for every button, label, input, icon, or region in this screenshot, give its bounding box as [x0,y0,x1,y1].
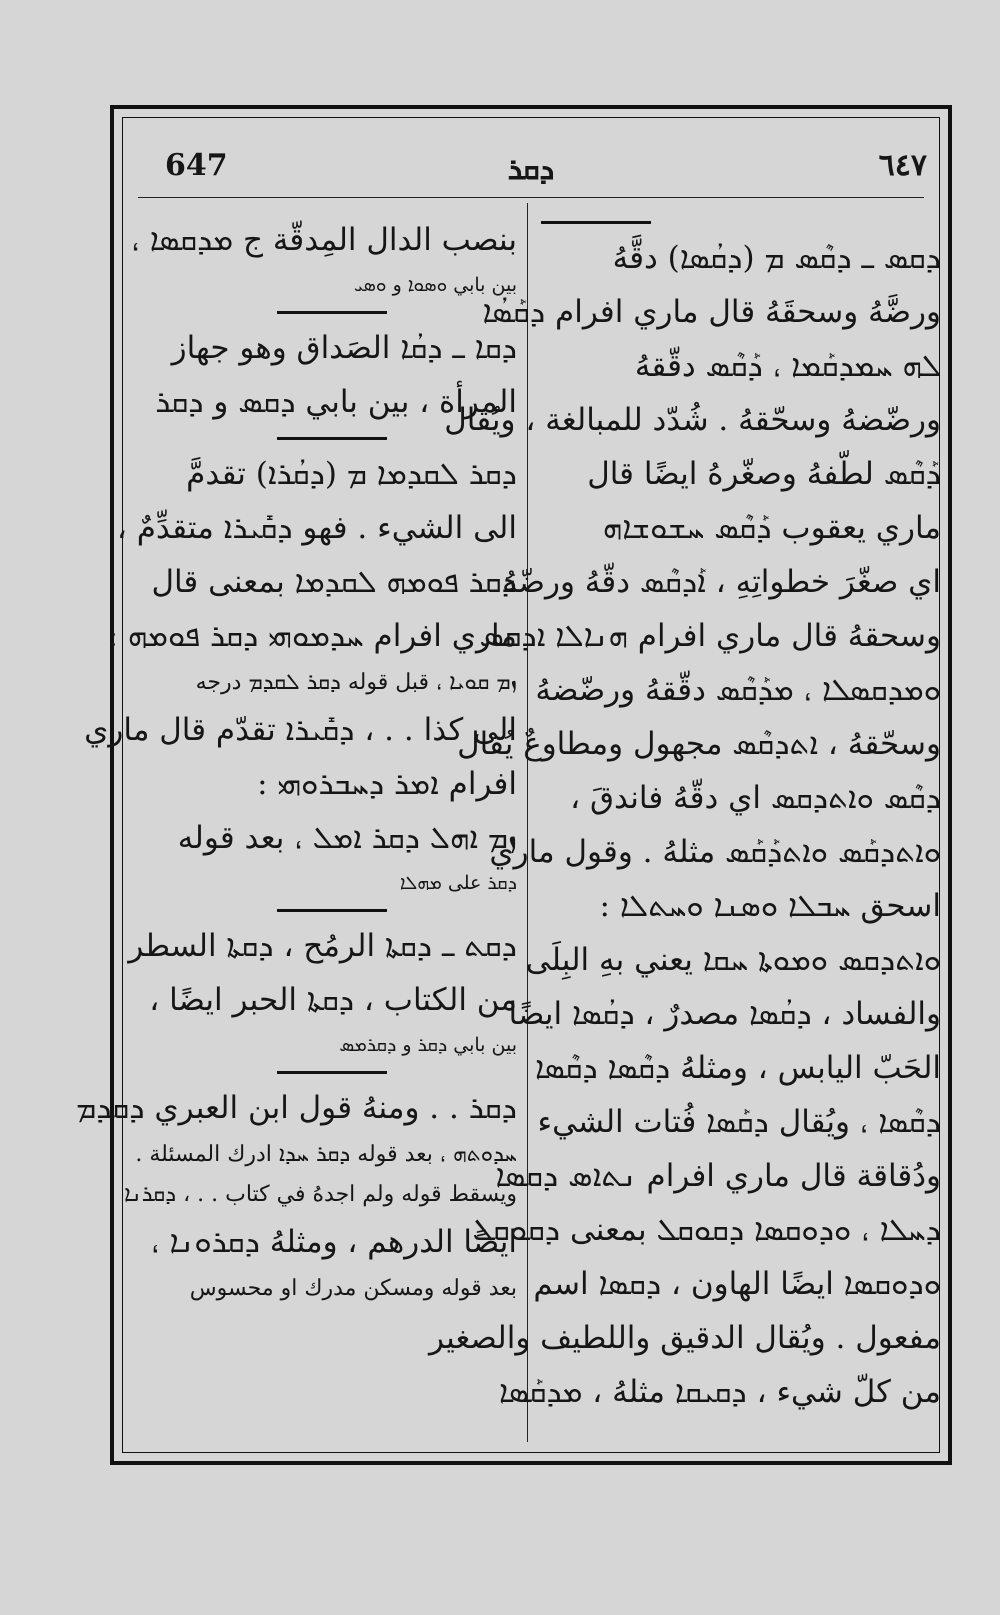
dictionary-line: ܙܡ ܐܗܠ ܕܩܪ ܐܡܠ ، بعد قوله [177,820,517,856]
dictionary-line: ودُقاقة قال ماري افرام ܢܬܐܣ ܕܩܣܐ [495,1158,941,1194]
dictionary-line: مفعول . ويُقال الدقيق واللطيف والصغير [429,1320,941,1356]
dictionary-line: من الكتاب ، ܕܩܬܐ الحبر ايضًا ، [149,982,517,1018]
header-rule [138,197,924,198]
dictionary-line: ܠܗ ܚܡܕܩܰܡܐ ، ܕܰܩܶܣ دقّقهُ [634,348,941,384]
dictionary-line: وسحّقهُ ، ܐܬܕܩܶܣ مجهول ومطاوعٌ يُقال [457,726,941,762]
dictionary-line: ܘܡܕܩܣܠܐ ، ܡܕܰܩܶܣ دقّقهُ ورضّضهُ [535,672,941,708]
dictionary-line: الى الشيء . فهو ܕܩܺܝܪܐ متقدِّمٌ ، [116,510,517,546]
entry-separator [537,213,941,231]
dictionary-line: ܕܰܩܶܣ لطّفهُ وصغّرهُ ايضًا قال [587,456,941,492]
dictionary-line: ܕܩܶܣܐ ، ويُقال ܕܩܰܣܐ فُتات الشيء [537,1104,941,1140]
dictionary-line: ܕܩܪ على ܡܗܠܐ [399,872,517,894]
left-column [76,213,517,1442]
dictionary-line: ܘܐܬܕܩܰܣ ܘܐܬܕܰܩܰܣ مثلهُ . وقول ماري [489,834,941,870]
page-number-arabic: ٦٤٧ [878,148,927,183]
entry-separator [138,429,517,447]
dictionary-line: ورضّضهُ وسحّقهُ . شُدّد للمبالغة ، ويُقال [444,402,941,438]
header-headword: ܕܩܪ [507,152,555,187]
dictionary-line: ايضًا الدرهم ، ومثلهُ ܕܩܪܘܢܐ ، [151,1224,517,1260]
dictionary-line: ܕܩܣ ـ ܕܩܶܣ ܡ (ܕܩܳܣܐ) دقَّهُ [612,240,941,276]
running-header [123,148,939,188]
dictionary-line: وسحقهُ قال ماري افرام ܗܢܐܠܐ ܐܕܩܣ [479,618,941,654]
dictionary-line: اي صغّرَ خطواتِهِ ، ܐܰܕܩܶܣ دقّهُ ورضّهُ [502,564,941,600]
dictionary-line: ماري افرام ܚܕܡܘܗܝ ܕܩܪ ܦܘܡܗ : [107,618,517,654]
page-number-latin: 647 [165,148,228,183]
dictionary-line: ܕܩܪ ܦܘܡܗ ܠܩܕܡܐ بمعنى قال [151,564,517,600]
dictionary-line: ܕܚܠܐ ، ܘܕܘܩܣܐ ܕܩܘܩܠ بمعنى ܕܩܘܩܠ [472,1212,941,1248]
dictionary-line: والفساد ، ܕܩܳܣܐ مصدرٌ ، ܕܩܳܣܐ ايضًا [508,996,941,1032]
dictionary-line: ورضَّهُ وسحقَهُ قال ماري افرام ܕܩܰܣܳܐ [482,294,941,330]
dictionary-line: ܘܕܘܩܣܐ ايضًا الهاون ، ܕܩܣܐ اسم [533,1266,941,1302]
cross-reference-note: بين بابي ܕܩܪ و ܕܩܪܡܣ [339,1034,517,1056]
dictionary-line: ܕܩܐ ـ ܕܩܳܐ الصَداق وهو جهاز [171,330,517,366]
dictionary-line: الى كذا . . ، ܕܩܺܝܪܐ تقدّم قال ماري [84,712,517,748]
dictionary-line: ܕܩܪ ܠܩܕܡܐ ܡ (ܕܩܳܪܐ) تقدمَّ [186,456,517,492]
entry-separator [138,901,517,919]
dictionary-line: بعد قوله ومسكن مدرك او محسوس [189,1276,517,1301]
dictionary-line: ماري يعقوب ܕܰܩܶܣ ܚܫܘܫܐܗ [602,510,941,546]
dictionary-line: ܕܩܪ . . ومنهُ قول ابن العبري ܕܩܕܡ [76,1090,517,1126]
dictionary-line: ܕܩܬ ـ ܕܩܬܐ الرمُح ، ܕܩܬܐ السطر [128,928,517,964]
dictionary-line: ܚܕܘܬܗ ، بعد قوله ܕܩܪ ܚܕܐ ادرك المسئلة . [135,1142,517,1167]
dictionary-line: اسحق ܚܒܠܐ ܘܣܢܐ ܘܚܬܠܐ : [599,888,941,924]
dictionary-line: بنصب الدال المِدقّة ج ܡܕܩܣܐ ، [131,222,517,258]
dictionary-line: ܘܐܬܕܩܣ ܘܡܘܬܐ ܚܩܐ يعني بهِ البِلَى [525,942,941,978]
dictionary-line: المرأة ، بين بابي ܕܩܣ و ܕܩܪ [155,384,517,420]
dictionary-line: ܙܡ ܩܘܝܐ ، قبل قوله ܕܩܪ ܠܩܕܡ درجه [195,670,517,695]
entry-separator [138,303,517,321]
cross-reference-note: بين بابي ܘܣܘܐ و ܘܣܝ [353,274,517,296]
dictionary-line: افرام ܐܡܪ ܕܚܒܪܘܗܝ : [257,766,517,802]
dictionary-line: من كلّ شيء ، ܕܩܝܩܐ مثلهُ ، ܡܕܩܰܣܐ [499,1374,941,1410]
entry-separator [138,1063,517,1081]
dictionary-line: الحَبّ اليابس ، ومثلهُ ܕܩܶܣܐ ܕܩܶܣܐ [534,1050,941,1086]
dictionary-line: ويسقط قوله ولم اجدهُ في كتاب . . ، ܕܩܪܢܐ [124,1182,517,1207]
page-border [76,105,952,1465]
page-inner-border [76,117,941,1453]
dictionary-line: ܕܩܶܣ ܘܐܬܕܩܣ اي دقّهُ فاندقَ ، [570,780,941,816]
